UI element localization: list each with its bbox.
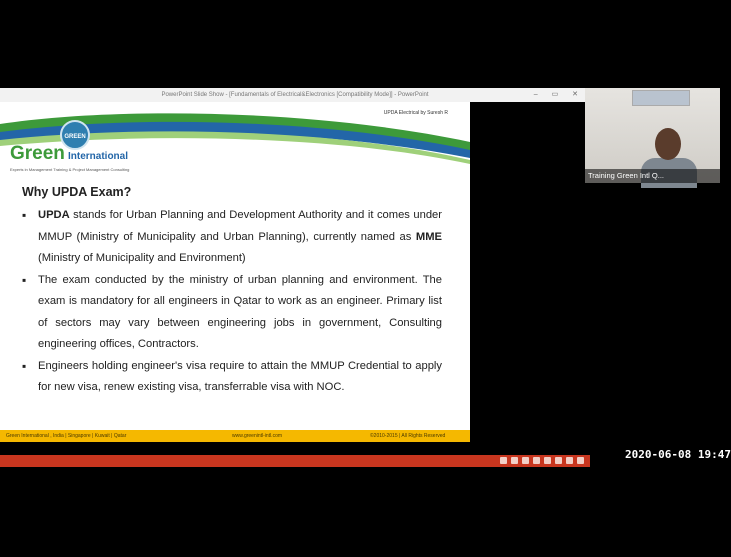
participant-head (655, 128, 681, 160)
footer-copyright: ©2010-2015 | All Rights Reserved (370, 433, 446, 439)
slideshow-status-bar (0, 455, 590, 467)
bullet-item (22, 270, 442, 356)
bold-term: MME (415, 230, 442, 243)
next-slide-icon[interactable] (511, 457, 518, 464)
recording-timestamp: 2020-06-08 19:47 (625, 448, 731, 461)
bullet-text: stands for Urban Planning and Development Authority and it comes under MMUP (Ministry of Municipality and Urban Planning), currently named as (38, 209, 442, 243)
bullet-item (22, 205, 442, 270)
bullet-text: Engineers holding engineer's visa require to attain the MMUP Credential to apply for new visa, renew existing visa, transferrable visa with NOC. (38, 359, 442, 393)
logo-word-international: International (68, 151, 129, 162)
screen-icon[interactable] (555, 457, 562, 464)
slide-footer (0, 430, 470, 442)
participant-video-tile[interactable] (585, 88, 720, 183)
captions-icon[interactable] (566, 457, 573, 464)
bullet-text: The exam conducted by the ministry of urban planning and environment. The exam is mandatory for all engineers in Qatar to work as an engineer. Primary list of sectors may vary between engineering jobs in government, Consulting engineering offices, Contractors. (38, 273, 442, 350)
bold-term: UPDA (38, 209, 70, 221)
grid-view-icon[interactable] (533, 457, 540, 464)
prev-slide-icon[interactable] (500, 457, 507, 464)
footer-url: www.greenintl-intl.com (232, 433, 283, 439)
logo-word-green: Green (10, 143, 65, 164)
participant-name: Training Green Intl Q... (585, 169, 723, 183)
bullet-list (22, 205, 442, 399)
bullet-item (22, 356, 442, 399)
bullet-text: (Ministry of Municipality and Environment) (38, 252, 246, 264)
logo-tagline: Experts in Management Training & Project Management Consulting (10, 167, 130, 172)
window-controls[interactable]: – ▭ ✕ (533, 91, 584, 98)
pen-icon[interactable] (522, 457, 529, 464)
more-options-icon[interactable] (577, 457, 584, 464)
slide-title: Why UPDA Exam? (22, 185, 132, 199)
window-title: PowerPoint Slide Show - [Fundamentals of Electrical&Electronics [Compatibility Mode]] - PowerPoint (161, 92, 429, 98)
logo-emblem: GREEN (60, 120, 90, 150)
green-international-logo (8, 120, 128, 180)
zoom-icon[interactable] (544, 457, 551, 464)
slide (0, 102, 470, 442)
slide-header-text: UPDA Electrical by Suresh R (383, 110, 448, 116)
slideshow-controls (500, 456, 584, 466)
video-window-frame (632, 90, 690, 106)
window-title-bar (0, 88, 590, 102)
footer-left: Green International , India | Singapore | Kuwait | Qatar (6, 433, 127, 439)
